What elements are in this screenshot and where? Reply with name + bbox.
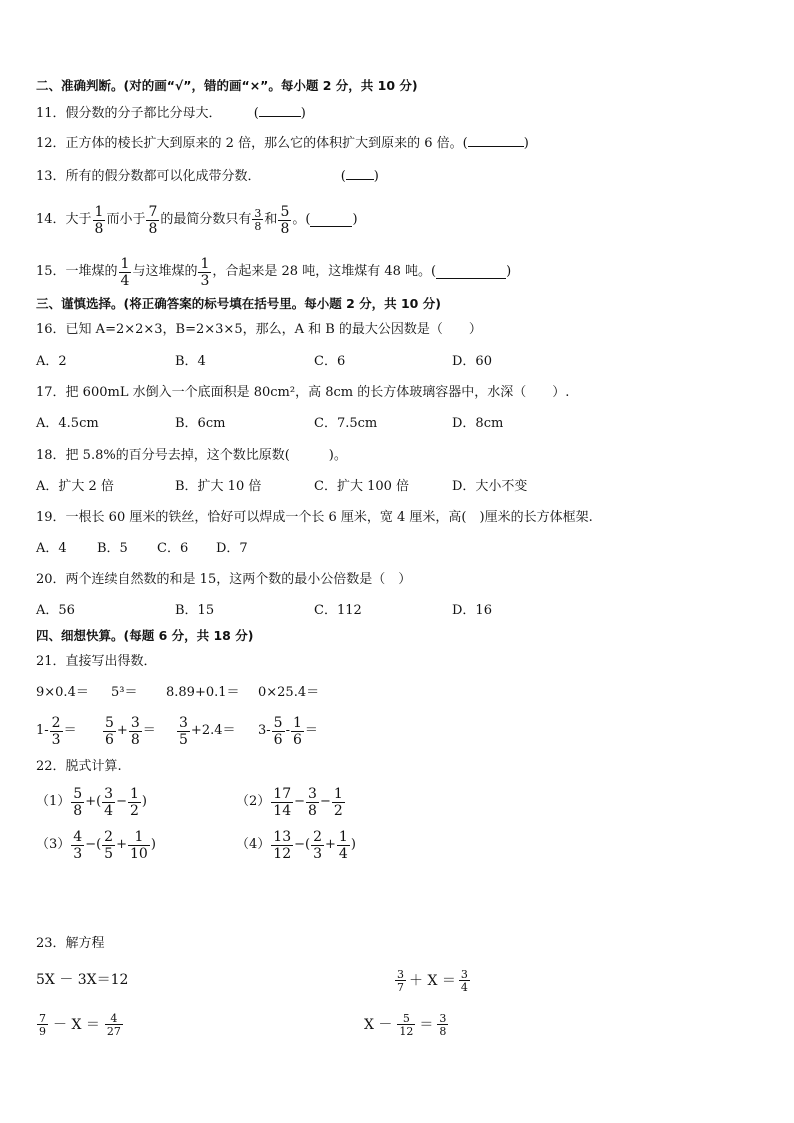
fraction: $\frac{17}{14}$ [273, 785, 292, 819]
expression-4: （4） $\frac{13}{12}$ −( $\frac{2}{3}$ + $\frac{1}{4}$ ) [236, 828, 356, 862]
fraction: $\frac{5}{6}$ [105, 714, 114, 748]
answer-blank-13[interactable] [346, 167, 374, 180]
option-d[interactable]: D．60 [452, 354, 492, 369]
fraction: $\frac{2}{5}$ [104, 828, 114, 862]
calc-item: $\frac{5}{6}$ + $\frac{3}{8}$ ＝ [105, 714, 156, 748]
question-15-text-a: 15．一堆煤的 [36, 264, 118, 279]
fraction: $\frac{2}{3}$ [51, 714, 61, 748]
option-d[interactable]: D．大小不变 [452, 479, 528, 494]
question-13-text: 13．所有的假分数都可以化成带分数． [36, 169, 261, 184]
question-18: 18．把 5.8%的百分号去掉，这个数比原数( )。 [36, 448, 347, 463]
question-22: 22．脱式计算. [36, 759, 122, 774]
equation-4: X － $\frac{5}{12}$ ＝ $\frac{3}{8}$ [364, 1012, 447, 1038]
fraction: $\frac{1}{3}$ [200, 255, 210, 289]
option-c[interactable]: C．7.5cm [314, 416, 378, 431]
option-c[interactable]: C．扩大 100 倍 [314, 479, 410, 494]
option-d[interactable]: D．8cm [452, 416, 504, 431]
section-4-title: 四、细想快算。(每题 6 分，共 18 分) [36, 628, 254, 643]
fraction: $\frac{3}{8}$ [308, 785, 317, 819]
option-c[interactable]: C．6 [314, 354, 346, 369]
equation-2: $\frac{3}{7}$ ＋ X ＝ $\frac{3}{4}$ [397, 968, 468, 994]
option-b[interactable]: B．6cm [175, 416, 226, 431]
question-14-text-c: 的最简分数只有 [160, 212, 252, 227]
fraction: $\frac{4}{3}$ [73, 828, 83, 862]
fraction: $\frac{7}{8}$ [148, 203, 158, 237]
question-16: 16．已知 A=2×2×3，B=2×3×5，那么，A 和 B 的最大公因数是（ ） [36, 322, 482, 337]
question-12-text: 12．正方体的棱长扩大到原来的 2 倍，那么它的体积扩大到原来的 6 倍。 [36, 136, 463, 151]
fraction: $\frac{7}{9}$ [39, 1012, 46, 1038]
question-12: 12．正方体的棱长扩大到原来的 2 倍，那么它的体积扩大到原来的 6 倍。( ) [36, 136, 529, 151]
answer-blank-11[interactable] [259, 104, 301, 117]
expr-label: （2） [236, 794, 271, 809]
fraction: $\frac{5}{8}$ [73, 785, 83, 819]
option-d[interactable]: D．16 [452, 603, 492, 618]
answer-blank-15[interactable] [436, 266, 506, 279]
fraction: $\frac{2}{3}$ [313, 828, 322, 862]
fraction: $\frac{3}{7}$ [397, 968, 404, 994]
question-11-text: 11．假分数的分子都比分母大． [36, 106, 222, 121]
expression-1: （1） $\frac{5}{8}$ +( $\frac{3}{4}$ − $\frac{1}{2}$ ) [36, 785, 147, 819]
fraction: $\frac{13}{12}$ [273, 828, 292, 862]
fraction: $\frac{5}{12}$ [399, 1012, 414, 1038]
expression-2: （2） $\frac{17}{14}$ − $\frac{3}{8}$ − $\frac{1}{2}$ [236, 785, 343, 819]
option-b[interactable]: B．15 [175, 603, 215, 618]
calc-item: 3- $\frac{5}{6}$ - $\frac{1}{6}$ ＝ [258, 714, 318, 748]
calc-item: $\frac{3}{5}$ +2.4＝ [179, 714, 236, 748]
option-b[interactable]: B．扩大 10 倍 [175, 479, 262, 494]
fraction: $\frac{1}{6}$ [293, 714, 302, 748]
section-2-title: 二、准确判断。(对的画“√”，错的画“×”。每小题 2 分，共 10 分) [36, 78, 418, 93]
question-11: 11．假分数的分子都比分母大． ( ) [36, 106, 306, 121]
fraction: $\frac{1}{2}$ [333, 785, 343, 819]
fraction: $\frac{1}{4}$ [338, 828, 348, 862]
expr-label: （4） [236, 837, 271, 852]
expression-3: （3） $\frac{4}{3}$ −( $\frac{2}{5}$ + $\frac{1}{10}$ ) [36, 828, 156, 862]
option-a[interactable]: A．56 [36, 603, 75, 618]
fraction: $\frac{1}{8}$ [94, 203, 104, 237]
fraction: $\frac{1}{10}$ [130, 828, 148, 862]
option-a[interactable]: A．4 [36, 541, 67, 556]
option-b[interactable]: B．5 [97, 541, 128, 556]
fraction: $\frac{5}{8}$ [280, 203, 290, 237]
question-13: 13．所有的假分数都可以化成带分数． ( ) [36, 169, 379, 184]
expr-label: （3） [36, 837, 71, 852]
option-c[interactable]: C．6 [157, 541, 189, 556]
fraction: $\frac{1}{2}$ [130, 785, 139, 819]
option-a[interactable]: A．2 [36, 354, 67, 369]
option-a[interactable]: A．4.5cm [36, 416, 99, 431]
section-3-title: 三、谨慎选择。(将正确答案的标号填在括号里。每小题 2 分，共 10 分) [36, 296, 441, 311]
answer-blank-14[interactable] [310, 214, 352, 227]
expr-label: （1） [36, 794, 71, 809]
calc-item: 5³＝ [111, 685, 138, 700]
fraction: $\frac{3}{8}$ [439, 1012, 447, 1038]
option-a[interactable]: A．扩大 2 倍 [36, 479, 114, 494]
question-15-text-b: 与这堆煤的 [132, 264, 198, 279]
fraction: $\frac{5}{6}$ [273, 714, 283, 748]
option-c[interactable]: C．112 [314, 603, 362, 618]
question-20: 20．两个连续自然数的和是 15，这两个数的最小公倍数是（ ） [36, 572, 412, 587]
question-14-text-d: 和 [264, 212, 278, 227]
calc-item: 8.89+0.1＝ [166, 685, 240, 700]
question-14: 14．大于 $\frac{1}{8}$ 而小于 $\frac{7}{8}$ 的最简分数只有 $\frac{3}{8}$ 和 $\frac{5}{8}$ 。 ( ) [36, 203, 358, 237]
question-15: 15．一堆煤的 $\frac{1}{4}$ 与这堆煤的 $\frac{1}{3}$ ，合起来是 28 吨，这堆煤有 48 吨。 ( ) [36, 255, 512, 289]
fraction: $\frac{3}{5}$ [179, 714, 188, 748]
calc-item: 0×25.4＝ [258, 685, 320, 700]
answer-blank-12[interactable] [468, 134, 524, 147]
equation-1: 5X － 3X＝12 [36, 972, 129, 988]
option-d[interactable]: D．7 [216, 541, 248, 556]
fraction: $\frac{3}{4}$ [104, 785, 114, 819]
fraction: $\frac{3}{8}$ [254, 207, 262, 233]
calc-item: 9×0.4＝ [36, 685, 89, 700]
question-19: 19．一根长 60 厘米的铁丝，恰好可以焊成一个长 6 厘米，宽 4 厘米，高( )厘米的长方体框架. [36, 510, 593, 525]
fraction: $\frac{3}{8}$ [130, 714, 140, 748]
fraction: $\frac{3}{4}$ [460, 968, 468, 994]
equation-3: $\frac{7}{9}$ － X ＝ $\frac{4}{27}$ [39, 1012, 121, 1038]
question-17: 17．把 600mL 水倒入一个底面积是 80cm²，高 8cm 的长方体玻璃容器中，水深（ ）. [36, 385, 570, 400]
option-b[interactable]: B．4 [175, 354, 206, 369]
question-23: 23．解方程 [36, 936, 105, 951]
question-15-text-c: ，合起来是 28 吨，这堆煤有 48 吨。 [212, 264, 432, 279]
question-14-text-e: 。 [292, 212, 306, 227]
question-21: 21．直接写出得数． [36, 654, 157, 669]
fraction: $\frac{1}{4}$ [120, 255, 130, 289]
question-14-text-b: 而小于 [106, 212, 146, 227]
fraction: $\frac{4}{27}$ [106, 1012, 121, 1038]
question-14-text-a: 14．大于 [36, 212, 92, 227]
calc-item: 1- $\frac{2}{3}$ ＝ [36, 714, 77, 748]
